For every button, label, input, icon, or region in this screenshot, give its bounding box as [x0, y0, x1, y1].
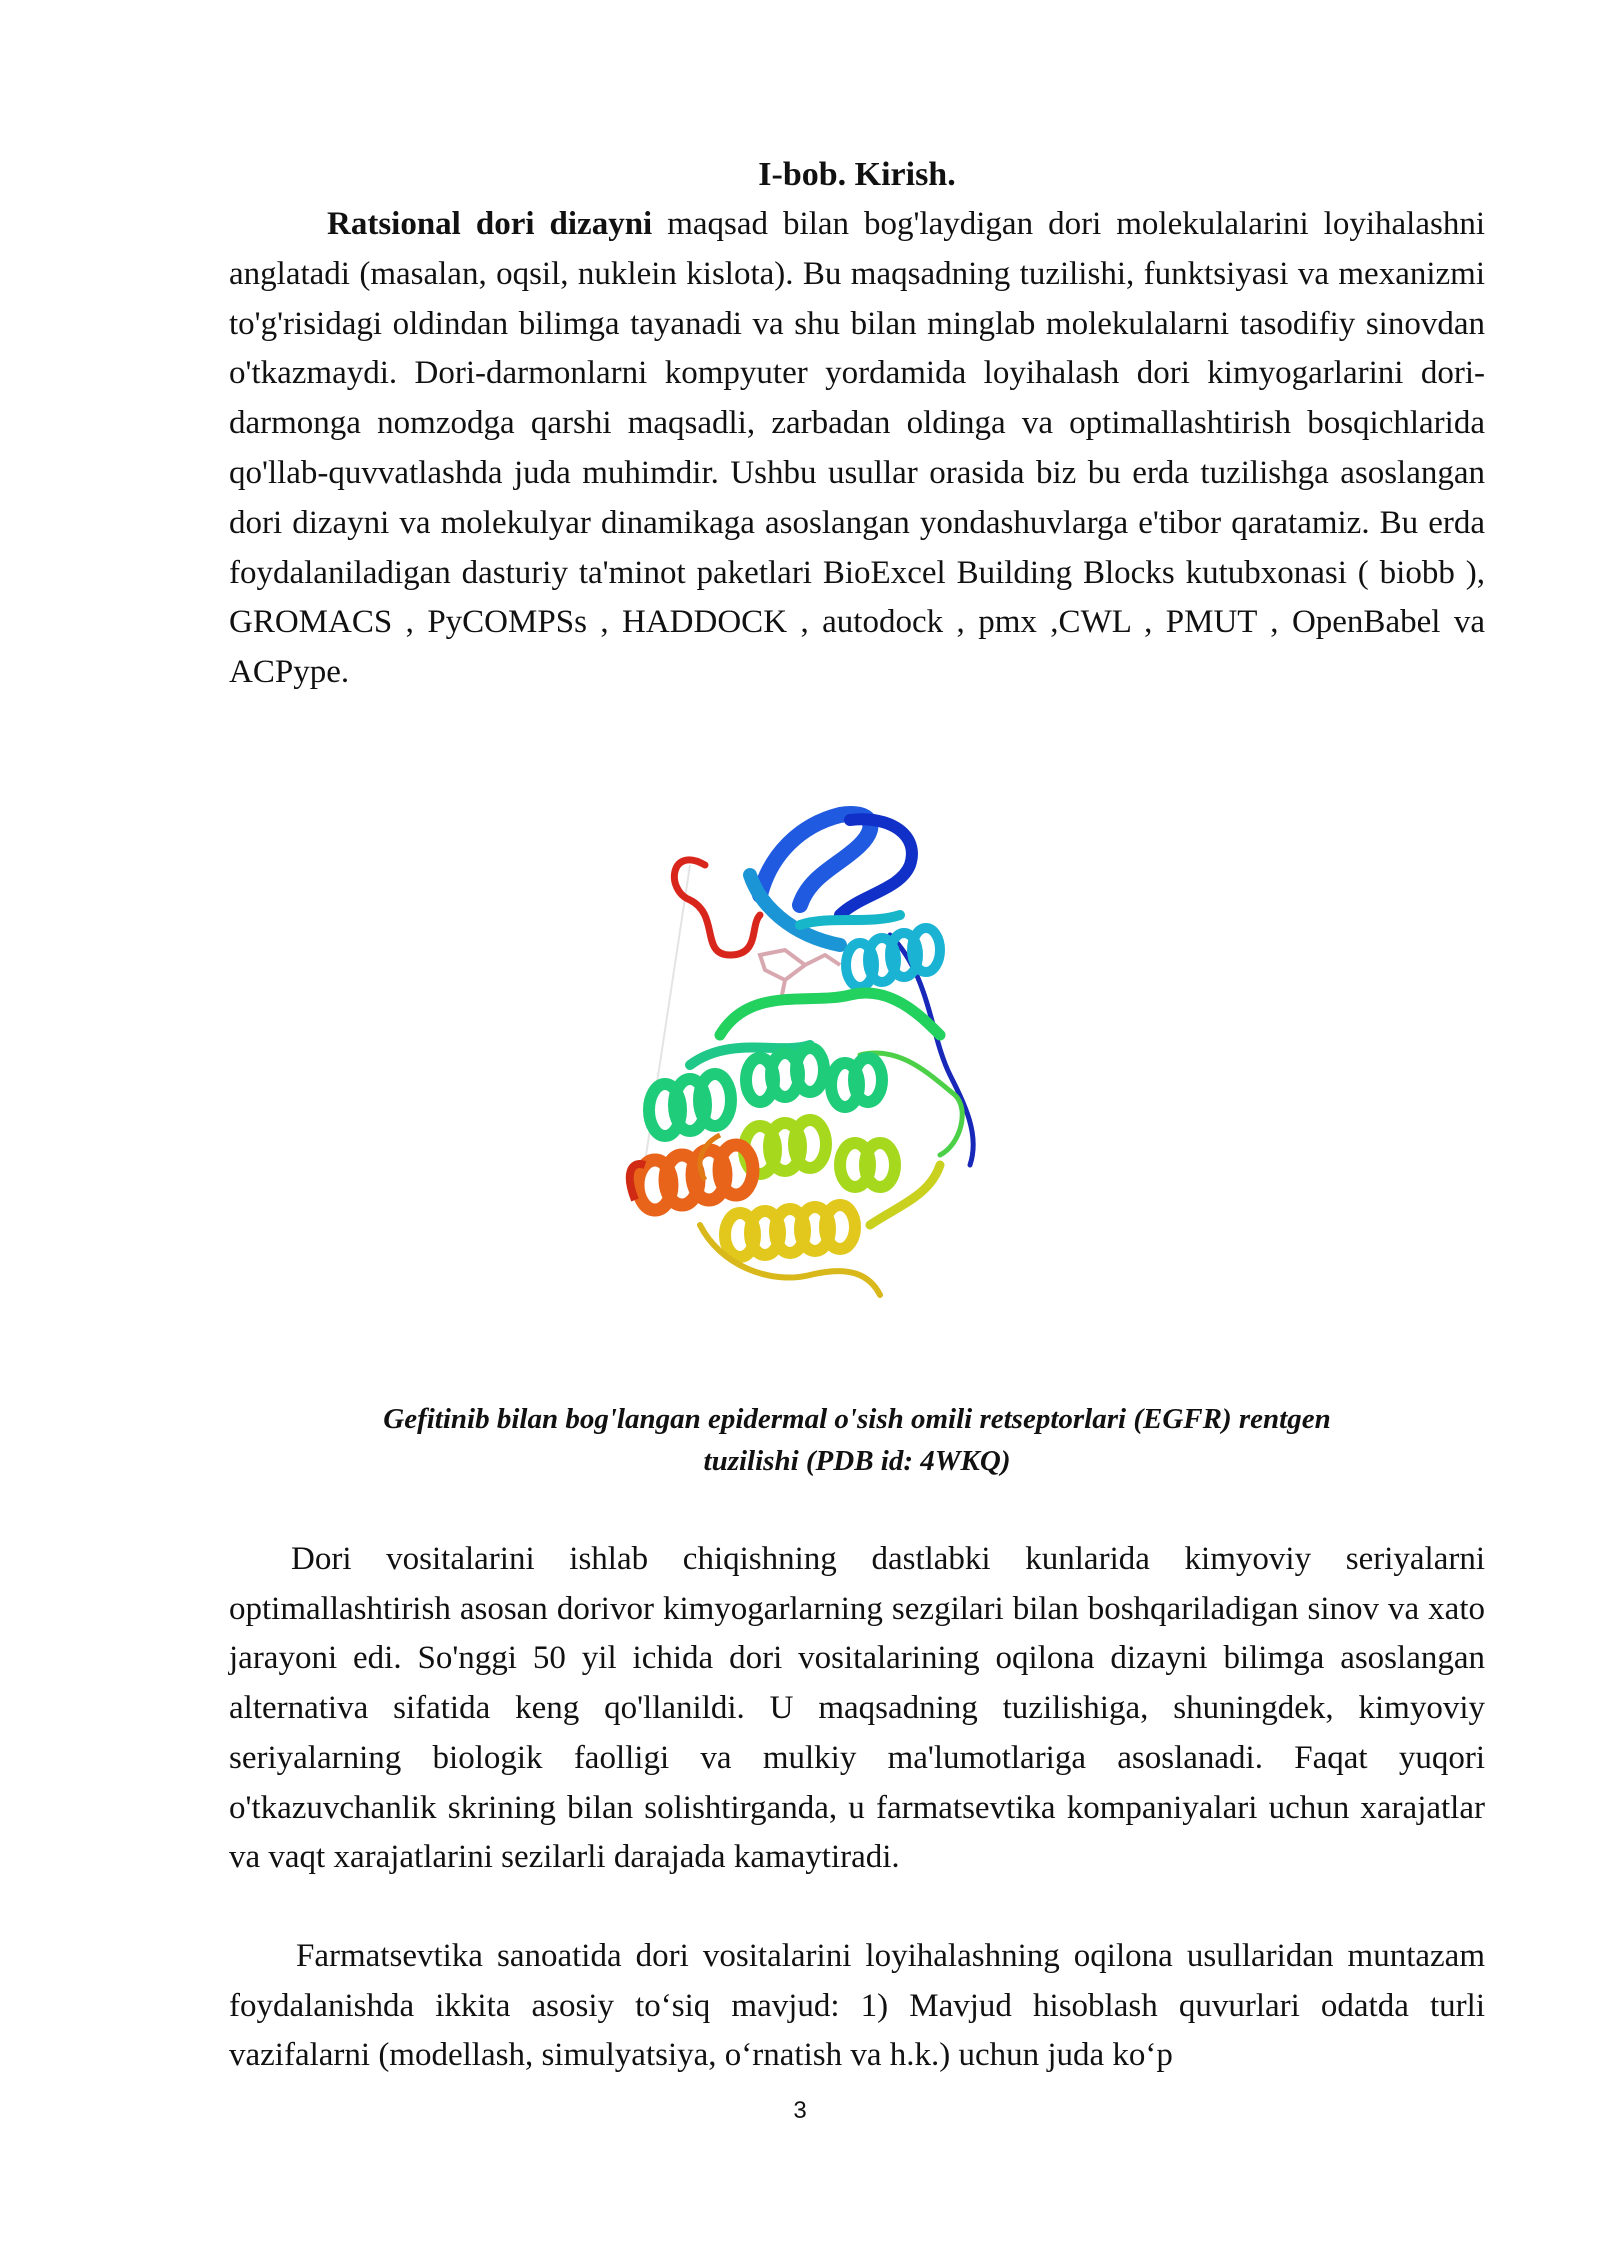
figure-caption	[229, 1398, 1485, 1482]
bold-lead-term: Ratsional dori dizayni	[327, 206, 653, 242]
intro-paragraph	[229, 200, 1485, 698]
protein-structure-illustration	[610, 805, 1110, 1395]
body-paragraph-3: Farmatsevtika sanoatida dori vositalarini loyihalashning oqilona usullaridan muntazam foydalanishda ikkita asosiy to‘siq mavjud: 1) Mavjud hisoblash quvurlari odatda turli vazifalarni (modellash, simulyatsiya, o‘rnatish va h.k.) uchun juda ko‘p	[229, 1938, 1485, 2074]
figure-caption-line-2: tuzilishi (PDB id: 4WKQ)	[703, 1445, 1011, 1477]
page-number: 3	[793, 2097, 807, 2124]
chapter-heading: I-bob. Kirish.	[758, 156, 956, 193]
figure-caption-line-1: Gefitinib bilan bog'langan epidermal o'sish omili retseptorlari (EGFR) rentgen	[383, 1403, 1331, 1435]
intro-paragraph-text: maqsad bilan bog'laydigan dori molekulalarini loyihalashni anglatadi (masalan, oqsil, nuklein kislota). Bu maqsadning tuzilishi, funktsiyasi va mexanizmi to'g'risidagi oldindan bilimga tayanadi va shu bilan minglab molekulalarni tasodifiy sinovdan o'tkazmaydi. Dori-darmonlarni kompyuter yordamida loyihalash dori kimyogarlarini dori-darmonga nomzodga qarshi maqsadli, zarbadan oldinga va optimallashtirish bosqichlarida qo'llab-quvvatlashda juda muhimdir. Ushbu usullar orasida biz bu erda tuzilishga asoslangan dori dizayni va molekulyar dinamikaga asoslangan yondashuvlarga e'tibor qaratamiz. Bu erda foydalaniladigan dasturiy ta'minot paketlari BioExcel Building Blocks kutubxonasi ( biobb ), GROMACS , PyCOMPSs , HADDOCK , autodock , pmx ,CWL , PMUT , OpenBabel va ACPype.	[229, 206, 1485, 691]
body-paragraph-2: Dori vositalarini ishlab chiqishning dastlabki kunlarida kimyoviy seriyalarni optimallashtirish asosan dorivor kimyogarlarning sezgilari bilan boshqariladigan sinov va xato jarayoni edi. So'nggi 50 yil ichida dori vositalarining oqilona dizayni bilimga asoslangan alternativa sifatida keng qo'llanildi. U maqsadning tuzilishiga, shuningdek, kimyoviy seriyalarning biologik faolligi va mulkiy ma'lumotlariga asoslanadi. Faqat yuqori o'tkazuvchanlik skrining bilan solishtirganda, u farmatsevtika kompaniyalari uchun xarajatlar va vaqt xarajatlarini sezilarli darajada kamaytiradi.	[229, 1541, 1485, 1876]
